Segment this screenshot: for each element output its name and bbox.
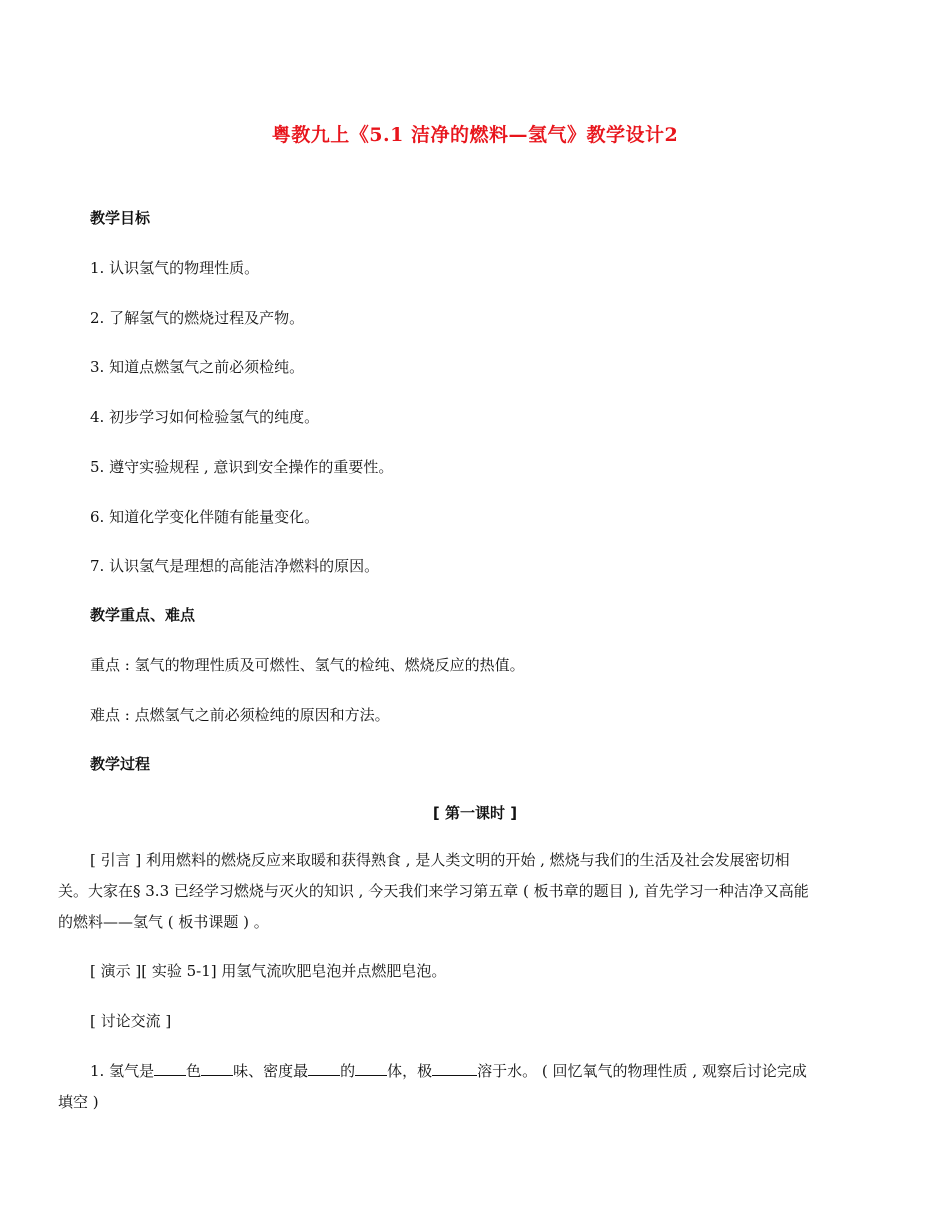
objective-item-4: 4. 初步学习如何检验氢气的纯度。 xyxy=(90,408,320,426)
objective-item-2: 2. 了解氢气的燃烧过程及产物。 xyxy=(90,309,305,327)
answer-blank xyxy=(154,1061,186,1076)
answer-blank xyxy=(308,1061,340,1076)
document-title: 粤教九上《5.1 洁净的燃料—氢气》教学设计2 xyxy=(271,124,679,146)
answer-blank xyxy=(201,1061,233,1076)
fill-in-text-1: 1. 氢气是 xyxy=(90,1062,155,1080)
fill-in-text-6: 溶于水。 ( 回忆氧气的物理性质 , 观察后讨论完成填空 ) xyxy=(58,1062,807,1111)
fill-in-text-3: 味、密度最 xyxy=(233,1062,309,1080)
lesson-label: [ 第一课时 ] xyxy=(432,804,518,822)
objective-item-3: 3. 知道点燃氢气之前必须检纯。 xyxy=(90,358,305,376)
fill-in-text-2: 色 xyxy=(186,1062,202,1080)
objective-item-6: 6. 知道化学变化伴随有能量变化。 xyxy=(90,508,320,526)
difficult-point-text: 难点 : 点燃氢气之前必须检纯的原因和方法。 xyxy=(90,706,390,724)
fill-in-question xyxy=(58,1056,818,1118)
objective-item-5: 5. 遵守实验规程 , 意识到安全操作的重要性。 xyxy=(90,458,394,476)
intro-paragraph: [ 引言 ] 利用燃料的燃烧反应来取暖和获得熟食 , 是人类文明的开始 , 燃烧与我们的生活及社会发展密切相关。大家在§ 3.3 已经学习燃烧与灭火的知识 , 今天我们来学习第五章 ( 板书章的题目 ), 首先学习一种洁净又高能的燃料——氢气 ( 板书课题 ) 。 xyxy=(58,851,809,931)
fill-in-text-4: 的 xyxy=(340,1062,356,1080)
key-points-heading: 教学重点、难点 xyxy=(90,606,196,624)
key-point-text: 重点 : 氢气的物理性质及可燃性、氢气的检纯、燃烧反应的热值。 xyxy=(90,656,525,674)
objective-item-1: 1. 认识氢气的物理性质。 xyxy=(90,259,260,277)
answer-blank xyxy=(355,1061,387,1076)
fill-in-text-5: 体，极 xyxy=(387,1062,433,1080)
answer-blank xyxy=(432,1061,477,1076)
discussion-label: [ 讨论交流 ] xyxy=(90,1012,172,1030)
process-heading: 教学过程 xyxy=(90,755,151,773)
demo-paragraph: [ 演示 ][ 实验 5-1] 用氢气流吹肥皂泡并点燃肥皂泡。 xyxy=(90,962,447,980)
objectives-heading: 教学目标 xyxy=(90,209,151,227)
objective-item-7: 7. 认识氢气是理想的高能洁净燃料的原因。 xyxy=(90,557,380,575)
